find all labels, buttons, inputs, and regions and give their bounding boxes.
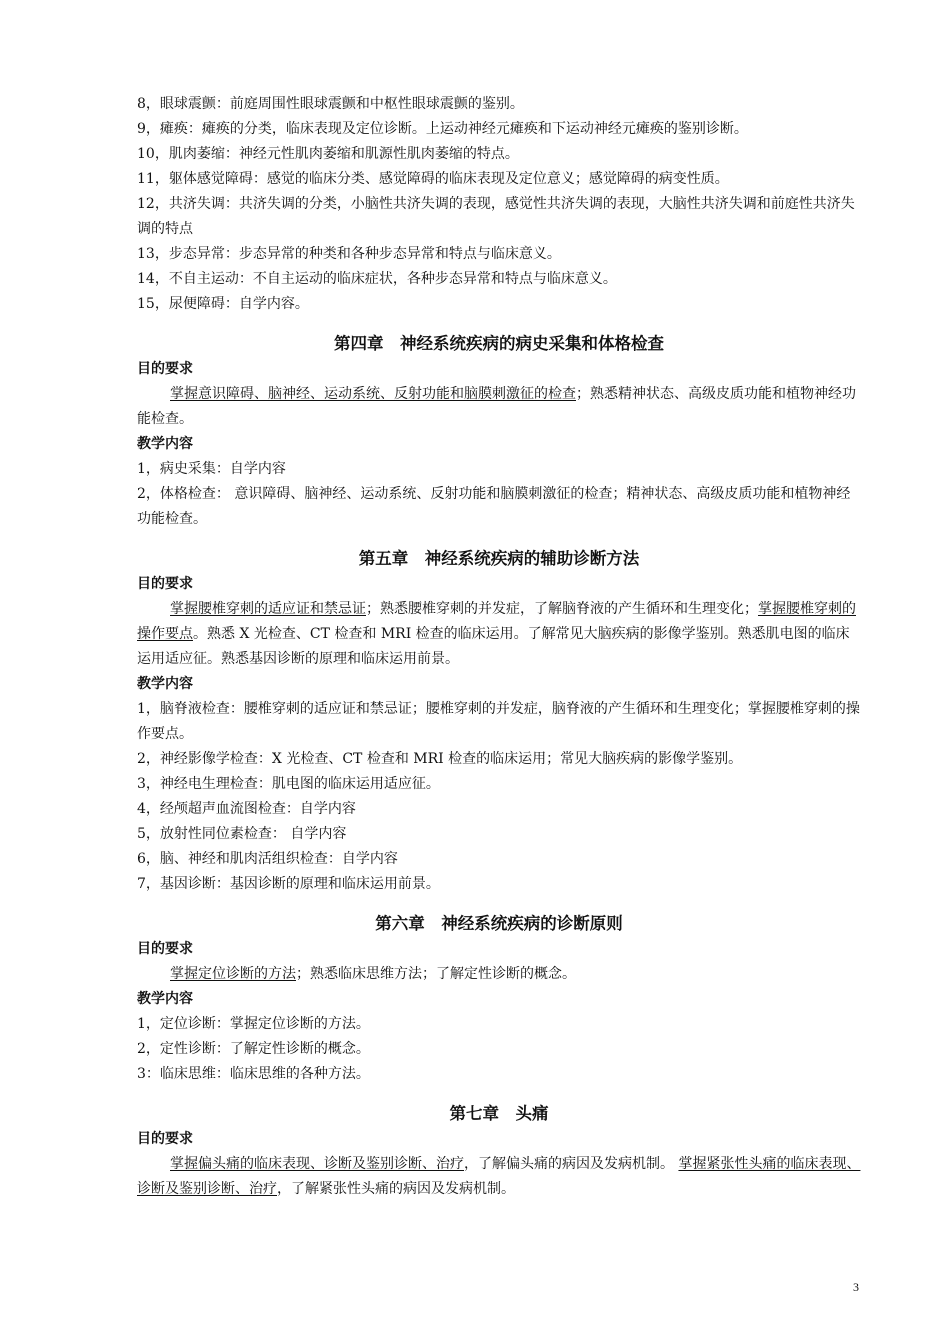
objectives-heading: 目的要求	[137, 1131, 193, 1147]
objectives-text: 。熟悉 X 光检查、CT 检查和 MRI 检查的临床运用。了解常见大脑疾病的影像学鉴别。熟悉肌电图的临床运用适应征。熟悉基因诊断的原理和临床运用前景。	[137, 626, 850, 667]
list-item: 11，躯体感觉障碍：感觉的临床分类、感觉障碍的临床表现及定位意义；感觉障碍的病变性质。	[137, 171, 729, 187]
content-heading: 教学内容	[137, 436, 193, 452]
chapter-6-objectives	[137, 962, 861, 987]
key-requirement: 掌握紧张性头痛的临床表现、诊断及鉴别诊断、治疗	[137, 1156, 861, 1197]
list-item: 14，不自主运动：不自主运动的临床症状，各种步态异常和特点与临床意义。	[137, 271, 617, 287]
objectives-text: ；熟悉临床思维方法；了解定性诊断的概念。	[296, 966, 576, 982]
chapter-4-title: 第四章 神经系统疾病的病史采集和体格检查	[334, 334, 664, 353]
list-item: 4，经颅超声血流图检查：自学内容	[137, 801, 356, 817]
list-item: 13，步态异常：步态异常的种类和各种步态异常和特点与临床意义。	[137, 246, 561, 262]
content-heading: 教学内容	[137, 991, 193, 1007]
list-item: 3：临床思维：临床思维的各种方法。	[137, 1066, 370, 1082]
chapter-6-title: 第六章 神经系统疾病的诊断原则	[375, 914, 623, 933]
key-requirement: 掌握腰椎穿刺的操作要点	[137, 601, 856, 642]
objectives-text: ，了解偏头痛的病因及发病机制。	[464, 1156, 679, 1172]
list-item: 15，尿便障碍：自学内容。	[137, 296, 309, 312]
list-item: 6，脑、神经和肌肉活组织检查：自学内容	[137, 851, 398, 867]
chapter-5-objectives	[137, 597, 861, 672]
key-requirement: 掌握意识障碍、脑神经、运动系统、反射功能和脑膜刺激征的检查	[170, 386, 576, 402]
list-item: 7，基因诊断：基因诊断的原理和临床运用前景。	[137, 876, 440, 892]
objectives-heading: 目的要求	[137, 576, 193, 592]
list-item: 5，放射性同位素检查： 自学内容	[137, 826, 347, 842]
list-item: 2，体格检查： 意识障碍、脑神经、运动系统、反射功能和脑膜刺激征的检查；精神状态、高级皮质功能和植物神经功能检查。	[137, 486, 851, 527]
list-item: 1，定位诊断：掌握定位诊断的方法。	[137, 1016, 370, 1032]
list-item: 1，病史采集：自学内容	[137, 461, 286, 477]
content-heading: 教学内容	[137, 676, 193, 692]
objectives-heading: 目的要求	[137, 361, 193, 377]
page-number: 3	[853, 1280, 859, 1294]
list-item: 10，肌肉萎缩：神经元性肌肉萎缩和肌源性肌肉萎缩的特点。	[137, 146, 519, 162]
document-page	[137, 92, 861, 1202]
chapter-5-title: 第五章 神经系统疾病的辅助诊断方法	[358, 549, 640, 568]
objectives-text: ，了解紧张性头痛的病因及发病机制。	[277, 1181, 515, 1197]
key-requirement: 掌握腰椎穿刺的适应证和禁忌证	[170, 601, 366, 617]
objectives-text: ；熟悉精神状态、高级皮质功能和植物神经功能检查。	[137, 386, 856, 427]
list-item: 12，共济失调：共济失调的分类，小脑性共济失调的表现，感觉性共济失调的表现，大脑性共济失调和前庭性共济失调的特点	[137, 196, 855, 237]
objectives-text: ；熟悉腰椎穿刺的并发症，了解脑脊液的产生循环和生理变化；	[366, 601, 758, 617]
key-requirement: 掌握偏头痛的临床表现、诊断及鉴别诊断、治疗	[170, 1156, 464, 1172]
chapter-7-title: 第七章 头痛	[449, 1104, 549, 1123]
list-item: 3，神经电生理检查：肌电图的临床运用适应征。	[137, 776, 440, 792]
list-item: 9，瘫痪：瘫痪的分类，临床表现及定位诊断。上运动神经元瘫痪和下运动神经元瘫痪的鉴别诊断。	[137, 121, 748, 137]
list-item: 2，定性诊断：了解定性诊断的概念。	[137, 1041, 370, 1057]
objectives-heading: 目的要求	[137, 941, 193, 957]
list-item: 2，神经影像学检查：X 光检查、CT 检查和 MRI 检查的临床运用；常见大脑疾病的影像学鉴别。	[137, 751, 743, 767]
list-item: 8，眼球震颤：前庭周围性眼球震颤和中枢性眼球震颤的鉴别。	[137, 96, 524, 112]
key-requirement: 掌握定位诊断的方法	[170, 966, 296, 982]
chapter-7-objectives	[137, 1152, 861, 1202]
chapter-4-objectives	[137, 382, 861, 432]
list-item: 1，脑脊液检查：腰椎穿刺的适应证和禁忌证；腰椎穿刺的并发症，脑脊液的产生循环和生理变化；掌握腰椎穿刺的操作要点。	[137, 701, 860, 742]
